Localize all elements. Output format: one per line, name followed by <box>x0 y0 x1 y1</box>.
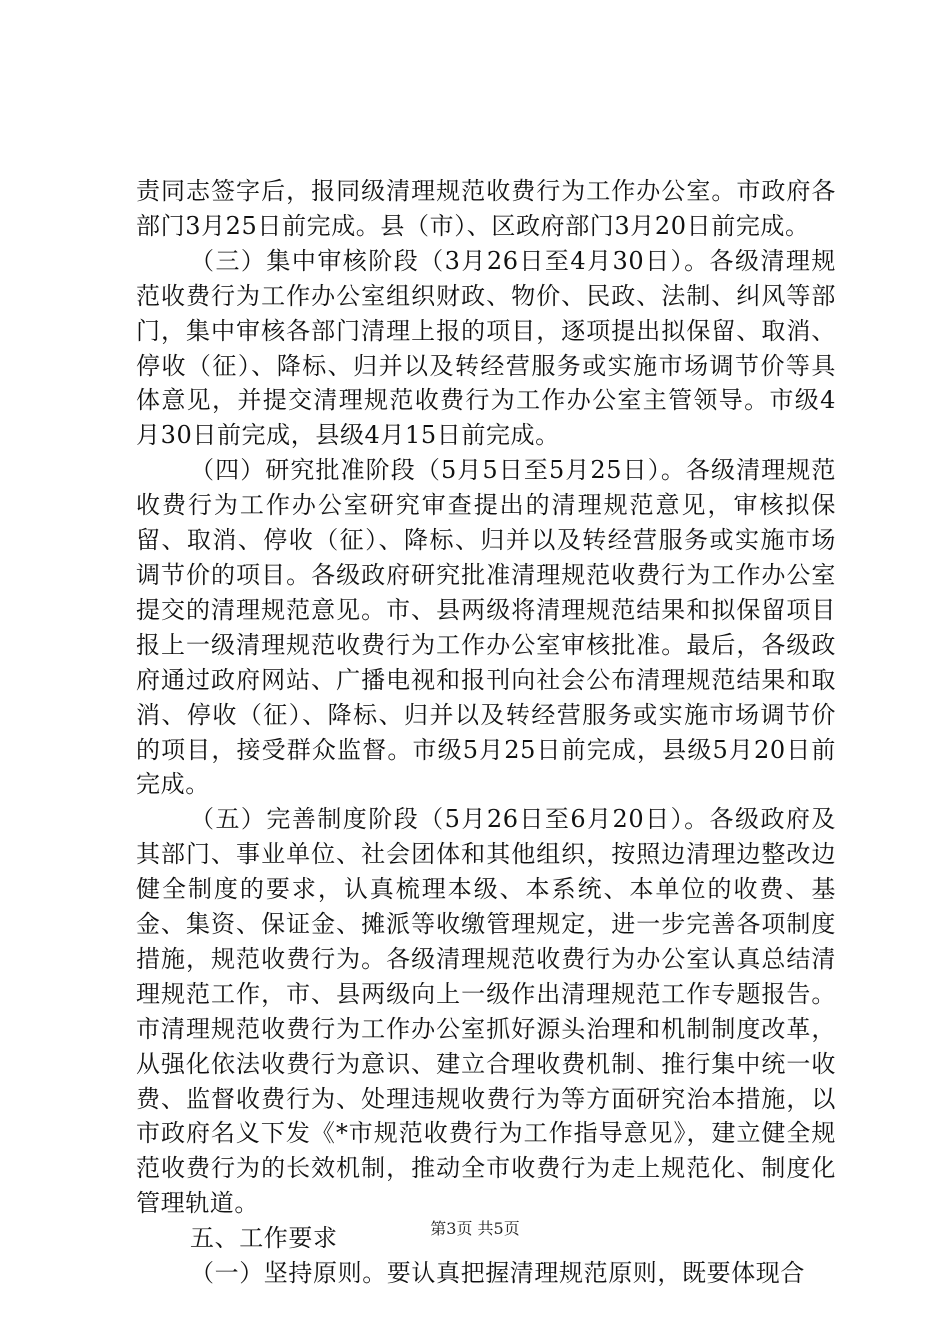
paragraph-approval-stage: （四）研究批准阶段（5月5日至5月25日）。各级清理规范收费行为工作办公室研究审查提出的清理规范意见，审核拟保留、取消、停收（征）、降标、归并以及转经营服务或实施市场调节价的项目。各级政府研究批准清理规范收费行为工作办公室提交的清理规范意见。市、县两级将清理规范结果和拟保留项目报上一级清理规范收费行为工作办公室审核批准。最后，各级政府通过政府网站、广播电视和报刊向社会公布清理规范结果和取消、停收（征）、降标、归并以及转经营服务或实施市场调节价的项目，接受群众监督。市级5月25日前完成，县级5月20日前完成。 <box>136 456 836 799</box>
page-number-footer: 第3页 共5页 <box>430 1219 520 1238</box>
section-heading-work-requirements: 五、工作要求 <box>190 1224 338 1253</box>
paragraph-system-stage: （五）完善制度阶段（5月26日至6月20日）。各级政府及其部门、事业单位、社会团体和其他组织，按照边清理边整改边健全制度的要求，认真梳理本级、本系统、本单位的收费、基金、集资、保证金、摊派等收缴管理规定，进一步完善各项制度措施，规范收费行为。各级清理规范收费行为办公室认真总结清理规范工作，市、县两级向上一级作出清理规范工作专题报告。市清理规范收费行为工作办公室抓好源头治理和机制制度改革，从强化依法收费行为意识、建立合理收费机制、推行集中统一收费、监督收费行为、处理违规收费行为等方面研究治本措施，以市政府名义下发《*市规范收费行为工作指导意见》，建立健全规范收费行为的长效机制，推动全市收费行为走上规范化、制度化管理轨道。 <box>136 805 836 1218</box>
document-body <box>136 174 836 1291</box>
paragraph-review-stage: （三）集中审核阶段（3月26日至4月30日）。各级清理规范收费行为工作办公室组织财政、物价、民政、法制、纠风等部门，集中审核各部门清理上报的项目，逐项提出拟保留、取消、停收（征）、降标、归并以及转经营服务或实施市场调节价等具体意见，并提交清理规范收费行为工作办公室主管领导。市级4月30日前完成，县级4月15日前完成。 <box>136 246 836 450</box>
paragraph-continuation: 责同志签字后，报同级清理规范收费行为工作办公室。市政府各部门3月25日前完成。县（市）、区政府部门3月20日前完成。 <box>136 177 836 240</box>
paragraph-principles: （一）坚持原则。要认真把握清理规范原则，既要体现合 <box>190 1259 805 1288</box>
